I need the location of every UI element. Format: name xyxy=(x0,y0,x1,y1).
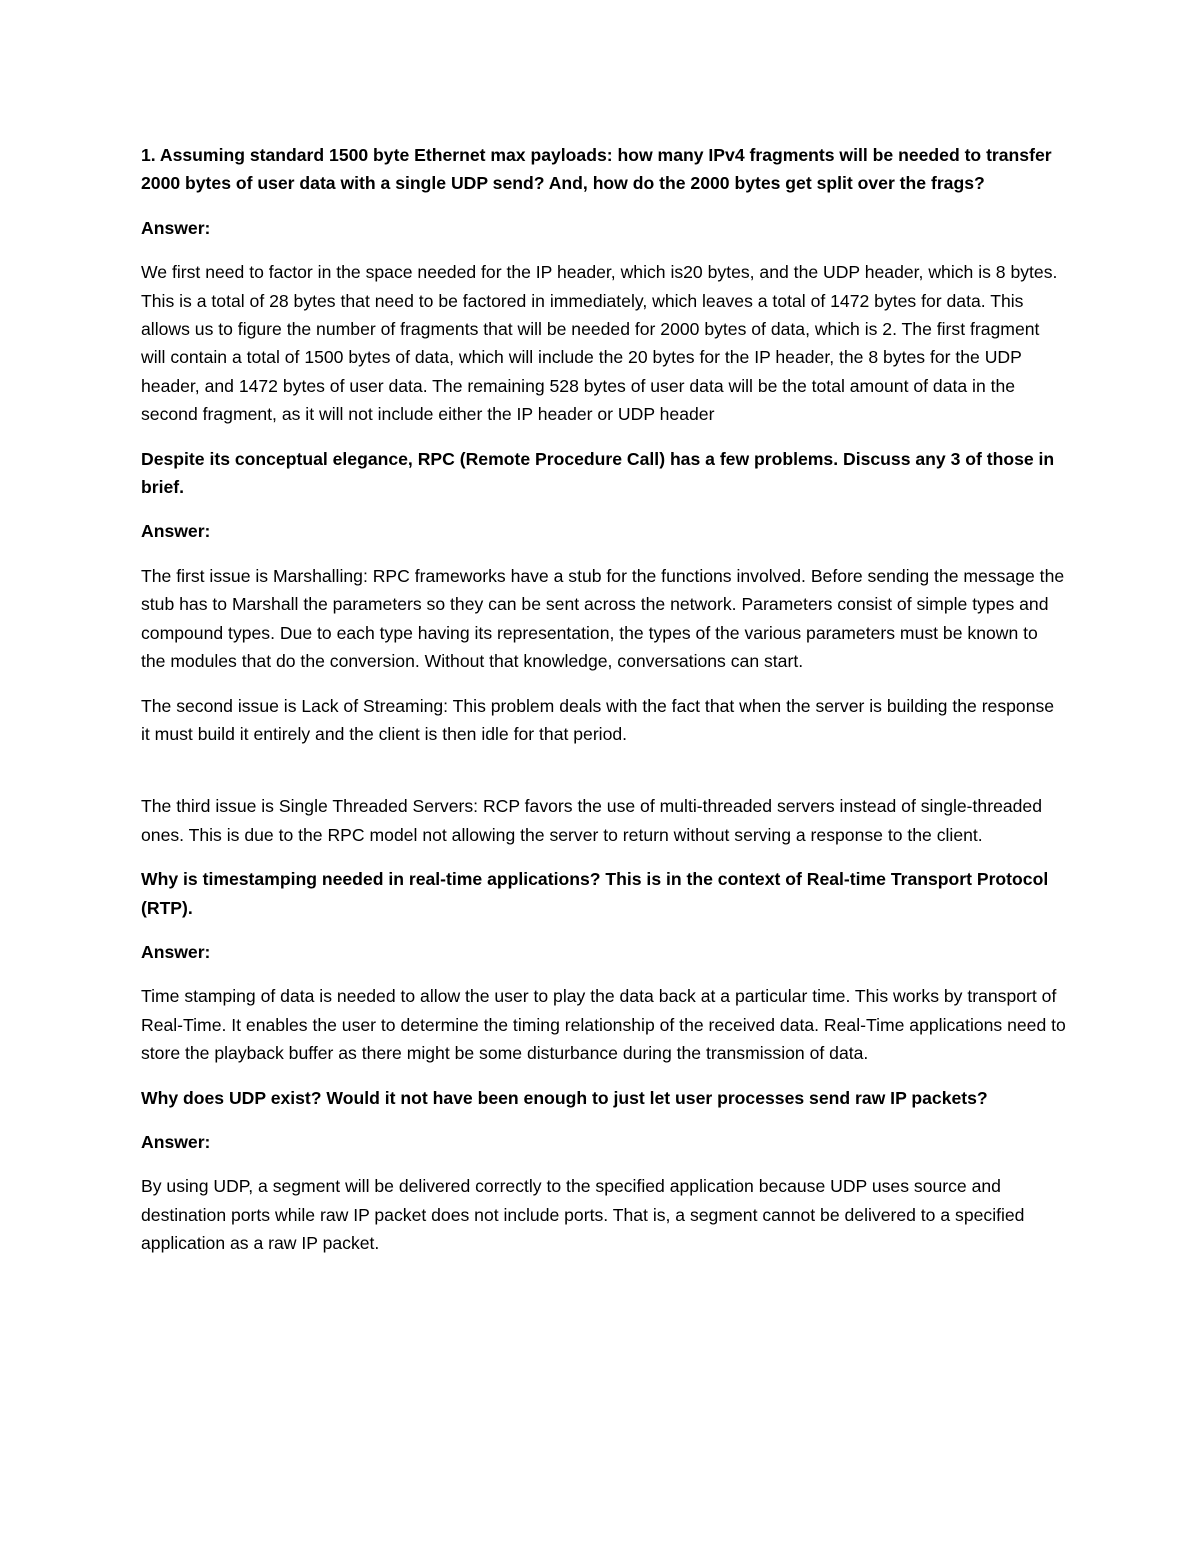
answer-label-1: Answer: xyxy=(141,217,211,238)
answer-2-paragraph-3: The third issue is Single Threaded Servers: RCP favors the use of multi-threaded servers instead of single-threaded ones. This is due to the RPC model not allowing the server to return without serving a response to the client. xyxy=(141,796,1043,845)
answer-label-3: Answer: xyxy=(141,941,211,962)
answer-1: We first need to factor in the space needed for the IP header, which is20 bytes, and the UDP header, which is 8 bytes. This is a total of 28 bytes that need to be factored in immediately, which leaves a total of 1472 bytes for data. This allows us to figure the number of fragments that will be needed for 2000 bytes of data, which is 2. The first fragment will contain a total of 1500 bytes of data, which will include the 20 bytes for the IP header, the 8 bytes for the UDP header, and 1472 bytes of user data. The remaining 528 bytes of user data will be the total amount of data in the second fragment, as it will not include either the IP header or UDP header xyxy=(141,262,1058,425)
question-2: Despite its conceptual elegance, RPC (Remote Procedure Call) has a few problems. Discuss any 3 of those in brief. xyxy=(141,448,1055,498)
answer-2-paragraph-2: The second issue is Lack of Streaming: This problem deals with the fact that when the server is building the response it must build it entirely and the client is then idle for that period. xyxy=(141,695,1055,744)
question-4: Why does UDP exist? Would it not have been enough to just let user processes send raw IP packets? xyxy=(141,1087,988,1108)
answer-3: Time stamping of data is needed to allow the user to play the data back at a particular time. This works by transport of Real-Time. It enables the user to determine the timing relationship of the received data. Real-Time applications need to store the playback buffer as there might be some disturbance during the transmission of data. xyxy=(141,986,1066,1064)
answer-label-4: Answer: xyxy=(141,1131,211,1152)
question-1: 1. Assuming standard 1500 byte Ethernet max payloads: how many IPv4 fragments will be needed to transfer 2000 bytes of user data with a single UDP send? And, how do the 2000 bytes get split over the frags? xyxy=(141,145,1052,194)
answer-4: By using UDP, a segment will be delivered correctly to the specified application because UDP uses source and destination ports while raw IP packet does not include ports. That is, a segment cannot be delivered to a specified application as a raw IP packet. xyxy=(141,1176,1025,1254)
question-3: Why is timestamping needed in real-time applications? This is in the context of Real-time Transport Protocol (RTP). xyxy=(141,869,1049,918)
document-body xyxy=(141,141,1066,1274)
answer-2-paragraph-1: The first issue is Marshalling: RPC frameworks have a stub for the functions involved. Before sending the message the stub has to Marshall the parameters so they can be sent across the network. Parameters consist of simple types and compound types. Due to each type having its representation, the types of the various parameters must be known to the modules that do the conversion. Without that knowledge, conversations can start. xyxy=(141,565,1065,672)
answer-label-2: Answer: xyxy=(141,521,211,542)
